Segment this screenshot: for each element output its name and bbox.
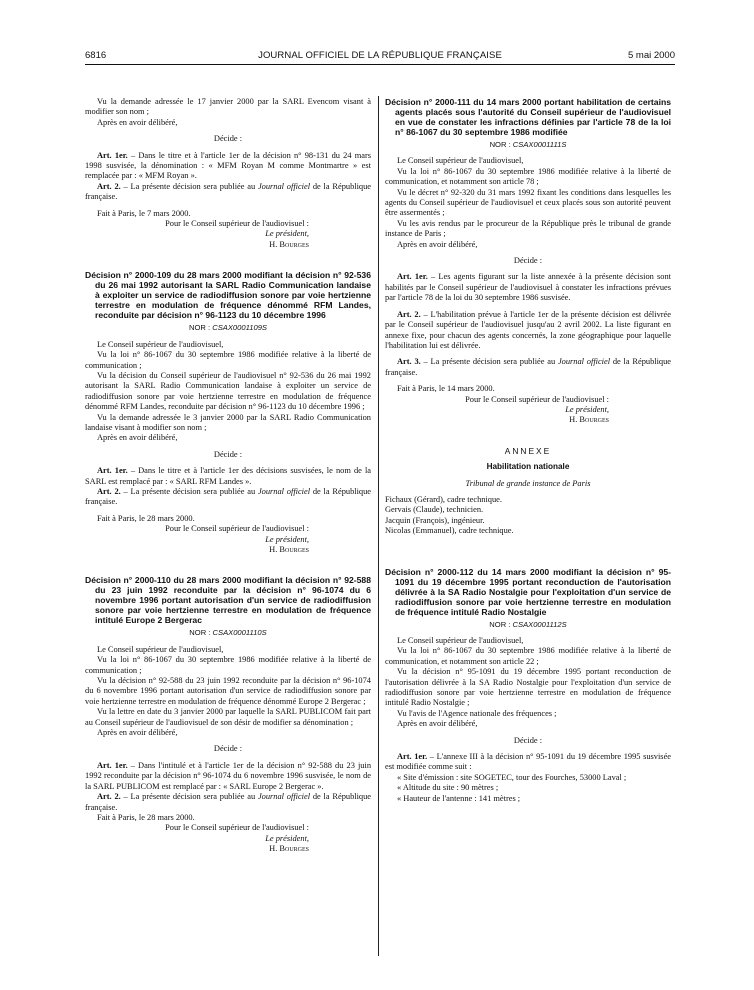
paragraph: Après en avoir délibéré,	[97, 433, 178, 443]
article-label: Art. 2.	[397, 309, 421, 319]
decision-title: Décision n° 2000-109 du 28 mars 2000 modifiant la décision n° 92-536 du 26 mai 1992 autorisant la SARL Radio Communication landaise à exploiter un service de radiodiffusion sonore par voie hertzienne terrestre en modulation de fréquence dénommé RFM Landes, reconduite par décision n° 96-1123 du 10 décembre 1996	[85, 270, 371, 321]
article-label: Art. 1er.	[97, 150, 128, 160]
paragraph: Vu la lettre en date du 3 janvier 2000 par laquelle la SARL PUBLICOM fait part au Conseil supérieur de l'audiovisuel de son désir de modifier sa dénomination ;	[85, 707, 371, 727]
paragraph: Le Conseil supérieur de l'audiovisuel,	[397, 636, 524, 645]
article-text: – Dans le titre et à l'article 1er de la décision n° 98-131 du 24 mars 1998 susvisée, la dénomination : « MFM Royan M comme Montmartre » est remplacée par : « MFM Royan ».	[85, 150, 372, 181]
journal-officiel-ref: Journal officiel	[257, 181, 311, 191]
decide-heading: Décide :	[213, 744, 243, 754]
paragraph: Vu la demande adressée le 3 janvier 2000 par la SARL Radio Communication landaise visant à modifier son nom ;	[85, 412, 371, 432]
signature-name: H. Bourges	[269, 844, 309, 854]
paragraph: Le Conseil supérieur de l'audiovisuel,	[97, 644, 224, 654]
article-label: Art. 2.	[97, 792, 121, 802]
signature-role: Le président,	[265, 833, 309, 843]
article-text: – L'annexe III à la décision n° 95-1091 du 19 décembre 1995 susvisée est modifiée comme suit :	[385, 752, 671, 772]
decide-heading: Décide :	[513, 735, 543, 745]
signature-line: Pour le Conseil supérieur de l'audiovisuel :	[465, 394, 609, 404]
decide-heading: Décide :	[213, 449, 243, 459]
quoted-line: « Altitude du site : 90 mètres ;	[397, 783, 499, 793]
tribunal-heading: Tribunal de grande instance de Paris	[465, 478, 591, 488]
article-text: – La présente décision sera publiée au	[120, 181, 258, 191]
paragraph: Vu la demande adressée le 17 janvier 2000 par la SARL Evencom visant à modifier son nom ;	[85, 97, 371, 117]
decide-heading: Décide :	[513, 256, 543, 266]
article-text: – La présente décision sera publiée au	[420, 357, 558, 367]
article-label: Art. 3.	[397, 357, 421, 367]
list-item: Jacquin (François), ingénieur.	[385, 515, 485, 525]
paragraph: Vu l'avis de l'Agence nationale des fréquences ;	[397, 708, 557, 718]
article-text: de la République française.	[385, 357, 672, 377]
paragraph: Après en avoir délibéré,	[397, 239, 478, 249]
signature-line: Pour le Conseil supérieur de l'audiovisuel :	[165, 219, 309, 229]
paragraph: Après en avoir délibéré,	[397, 719, 478, 729]
article-label: Art. 1er.	[397, 272, 428, 282]
nor-reference: NOR : CSAX0001112S	[489, 619, 567, 629]
signature-role: Le président,	[565, 404, 609, 414]
list-item: Nicolas (Emmanuel), cadre technique.	[385, 526, 514, 536]
signature-line: Pour le Conseil supérieur de l'audiovisuel :	[165, 524, 309, 534]
article-3	[385, 357, 671, 378]
decision-2000-110	[85, 575, 371, 854]
signature-name: H. Bourges	[569, 415, 609, 425]
signature-role: Le président,	[265, 534, 309, 544]
article-label: Art. 2.	[97, 486, 121, 496]
article-label: Art. 1er.	[97, 466, 128, 476]
paragraph: Vu le décret n° 92-320 du 31 mars 1992 fixant les conditions dans lesquelles les agents du Conseil supérieur de l'audiovisuel et ceux placés sous son autorité peuvent être assermentés ;	[385, 187, 671, 218]
article-text: – La présente décision sera publiée au	[120, 486, 258, 496]
previous-decision-end	[85, 97, 371, 250]
signature-name: H. Bourges	[269, 545, 309, 554]
list-item: Gervais (Claude), technicien.	[385, 505, 484, 515]
paragraph: Après en avoir délibéré,	[97, 728, 178, 738]
decision-title: Décision n° 2000-111 du 14 mars 2000 portant habilitation de certains agents placés sous l'autorité du Conseil supérieur de l'audiovisuel en vue de constater les infractions définies par l'article 78 de la loi n° 86-1067 du 30 septembre 1986 modifiée	[385, 97, 671, 137]
nor-reference: NOR : CSAX0001110S	[189, 628, 267, 638]
paragraph: Vu la décision n° 95-1091 du 19 décembre 1995 portant reconduction de l'autorisation délivrée à la SA Radio Nostalgie pour l'exploitation d'un service de radiodiffusion sonore par voie hertzienne terrestre en modulation de fréquence intitulé Radio Nostalgie ;	[385, 667, 671, 708]
right-column	[385, 97, 671, 804]
nor-reference: NOR : CSAX0001111S	[489, 140, 567, 149]
paragraph: Le Conseil supérieur de l'audiovisuel,	[97, 339, 224, 349]
article-text: – Les agents figurant sur la liste annexée à la présente décision sont habilités par le Conseil supérieur de l'audiovisuel à constater les infractions prévues par l'article 78 de la loi du 30 septembre 1986 susvisée.	[385, 272, 672, 303]
page-header	[85, 50, 675, 64]
column-divider	[378, 96, 379, 956]
journal-title: JOURNAL OFFICIEL DE LA RÉPUBLIQUE FRANÇAISE	[258, 50, 502, 61]
article-text: de la République française.	[85, 792, 372, 812]
article-2	[85, 182, 371, 203]
signature-date: Fait à Paris, le 7 mars 2000.	[97, 208, 191, 218]
article-label: Art. 1er.	[397, 752, 428, 762]
left-column	[85, 97, 371, 855]
article-text: – L'habilitation prévue à l'article 1er de la présente décision est délivrée par le Conseil supérieur de l'audiovisuel jusqu'au 2 avril 2002. La liste figurant en annexe fixe, pour chacun des agents concernés, la zone géographique pour laquelle l'habilitation lui est délivrée.	[385, 309, 671, 350]
paragraph: Vu la décision du Conseil supérieur de l'audiovisuel n° 92-536 du 26 mai 1992 autorisant la SARL Radio Communication landaise à exploiter un service de radiodiffusion sonore par voie hertzienne terrestre en modulation de fréquence dénommé RFM Landes, reconduite par décision n° 96-1123 du 10 décembre 1996 ;	[85, 370, 371, 412]
journal-officiel-ref: Journal officiel	[557, 357, 611, 367]
paragraph: Vu la loi n° 86-1067 du 30 septembre 1986 modifiée relative à la liberté de communication ;	[85, 350, 371, 370]
signature-line: Pour le Conseil supérieur de l'audiovisuel :	[165, 823, 309, 833]
article-1	[85, 466, 371, 487]
quoted-line: « Site d'émission : site SOGETEC, tour des Fourches, 53000 Laval ;	[397, 772, 627, 782]
habilitation-heading: Habilitation nationale	[486, 462, 570, 472]
paragraph: Le Conseil supérieur de l'audiovisuel,	[397, 156, 524, 166]
paragraph: Vu la décision n° 92-588 du 23 juin 1992 reconduite par la décision n° 96-1074 du 6 novembre 1996 portant autorisation d'un service de radiodiffusion sonore par voie hertzienne terrestre en modulation de fréquence dénommé Europe 2 Bergerac ;	[85, 676, 371, 706]
signature-date: Fait à Paris, le 28 mars 2000.	[97, 513, 195, 523]
article-1	[85, 151, 371, 182]
article-text: – La présente décision sera publiée au	[120, 792, 258, 802]
paragraph: Vu la loi n° 86-1067 du 30 septembre 1986 modifiée relative à la liberté de communication, et notamment son article 22 ;	[385, 646, 671, 666]
annexe-heading: ANNEXE	[504, 445, 552, 456]
signature-role: Le président,	[265, 229, 309, 239]
article-text: – Dans le titre et à l'article 1er des décisions susvisées, le nom de la SARL est remplacé par : « SARL RFM Landes ».	[85, 466, 372, 486]
paragraph: Après en avoir délibéré,	[97, 117, 178, 127]
decision-title: Décision n° 2000-112 du 14 mars 2000 modifiant la décision n° 95-1091 du 19 décembre 1995 portant reconduction de l'autorisation délivrée à la SA Radio Nostalgie pour l'exploitation d'un service de radiodiffusion sonore par voie hertzienne terrestre en modulation de fréquence intitulé Radio Nostalgie	[385, 566, 671, 617]
article-1	[85, 761, 371, 792]
signature-date: Fait à Paris, le 28 mars 2000.	[97, 812, 195, 822]
article-1	[385, 752, 671, 773]
article-label: Art. 2.	[97, 181, 121, 191]
signature-date: Fait à Paris, le 14 mars 2000.	[397, 384, 495, 394]
article-2	[85, 487, 371, 508]
journal-officiel-ref: Journal officiel	[257, 486, 311, 496]
article-2	[385, 310, 671, 352]
article-text: – Dans l'intitulé et à l'article 1er de la décision n° 92-588 du 23 juin 1992 reconduite par la décision n° 96-1074 du 6 novembre 1996 susvisée, le nom de la SARL PUBLICOM est remplacé par : « SARL Europe 2 Bergerac ».	[85, 760, 372, 791]
paragraph: Vu les avis rendus par le procureur de la République près le tribunal de grande instance de Paris ;	[385, 218, 671, 239]
article-2	[85, 792, 371, 813]
list-item: Fichaux (Gérard), cadre technique.	[385, 494, 502, 504]
article-text: de la République française.	[85, 486, 372, 507]
issue-date: 5 mai 2000	[627, 50, 675, 61]
article-text: de la République française.	[85, 181, 372, 202]
paragraph: Vu la loi n° 86-1067 du 30 septembre 1986 modifiée relative à la liberté de communication, et notamment son article 78 ;	[385, 166, 671, 187]
nor-reference: NOR : CSAX0001109S	[189, 323, 267, 333]
decision-2000-111	[385, 97, 671, 537]
quoted-line: « Hauteur de l'antenne : 141 mètres ;	[397, 793, 521, 803]
article-1	[385, 272, 671, 303]
decision-2000-112	[385, 567, 671, 805]
agents-list	[385, 495, 671, 537]
header-rule	[85, 64, 675, 65]
decision-2000-109	[85, 270, 371, 555]
decide-heading: Décide :	[213, 134, 243, 144]
decision-title: Décision n° 2000-110 du 28 mars 2000 modifiant la décision n° 92-588 du 23 juin 1992 reconduite par la décision n° 96-1074 du 6 novembre 1996 portant autorisation d'un service de radiodiffusion sonore par voie hertzienne terrestre en modulation de fréquence intitulé Europe 2 Bergerac	[85, 575, 371, 626]
journal-officiel-ref: Journal officiel	[257, 792, 311, 802]
page-number: 6816	[85, 50, 107, 61]
article-label: Art. 1er.	[97, 760, 128, 770]
signature-name: H. Bourges	[269, 239, 309, 249]
paragraph: Vu la loi n° 86-1067 du 30 septembre 1986 modifiée relative à la liberté de communication ;	[85, 655, 371, 675]
